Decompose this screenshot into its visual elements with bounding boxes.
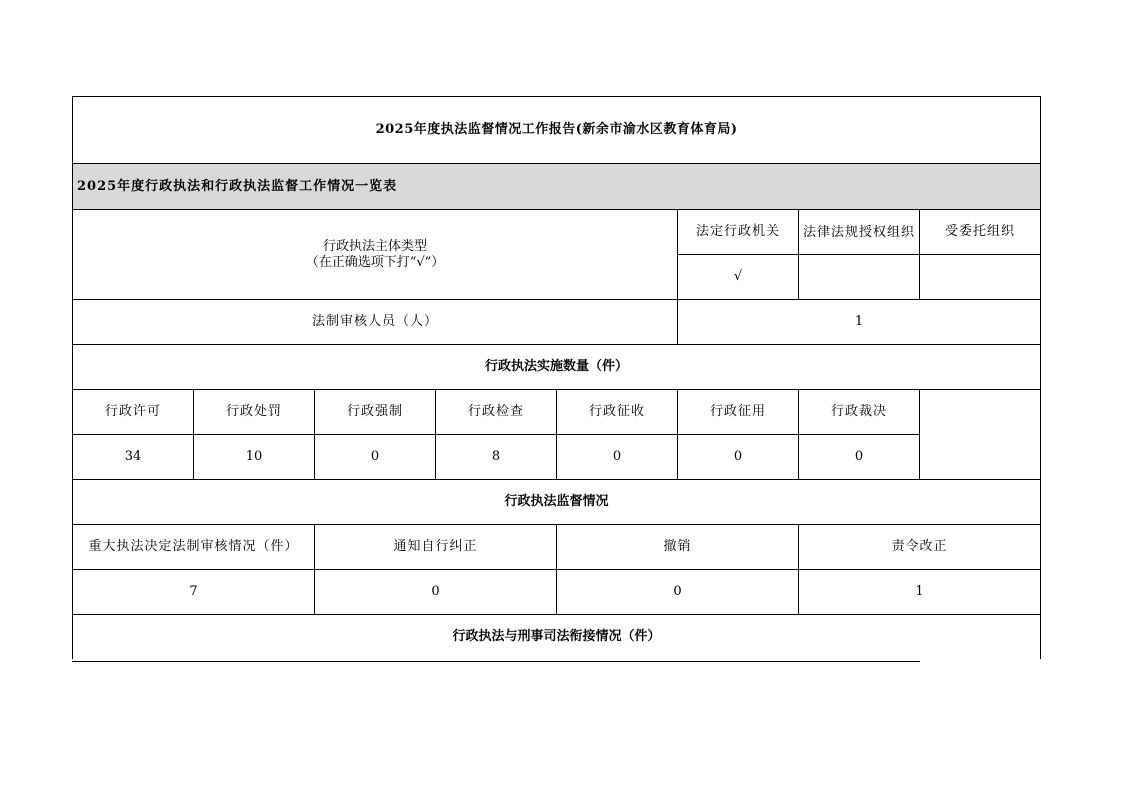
enforcement-value-license: 34 [73, 435, 194, 480]
enforcement-header-compulsion: 行政强制 [315, 390, 436, 435]
supervision-value-revocation: 0 [557, 570, 799, 615]
supervision-header-order-correction: 责令改正 [799, 525, 1041, 570]
option-header-statutory-agency: 法定行政机关 [678, 210, 799, 255]
supervision-value-major-review: 7 [73, 570, 315, 615]
legal-reviewers-value: 1 [678, 300, 1041, 345]
option-mark-entrusted-org [920, 255, 1041, 300]
enforcement-header-inspection: 行政检查 [436, 390, 557, 435]
enforcement-header-adjudication: 行政裁决 [799, 390, 920, 435]
subject-type-label-line2: （在正确选项下打“√”） [305, 254, 445, 270]
enforcement-value-adjudication: 0 [799, 435, 920, 480]
enforcement-value-levy: 0 [557, 435, 678, 480]
enforcement-header-levy: 行政征收 [557, 390, 678, 435]
enforcement-header-penalty: 行政处罚 [194, 390, 315, 435]
enforcement-value-penalty: 10 [194, 435, 315, 480]
enforcement-header-requisition: 行政征用 [678, 390, 799, 435]
enforcement-value-inspection: 8 [436, 435, 557, 480]
option-mark-statutory-agency: √ [678, 255, 799, 300]
report-table [72, 96, 1041, 659]
supervision-value-order-correction: 1 [799, 570, 1041, 615]
criminal-section-title: 行政执法与刑事司法衔接情况（件） [73, 615, 1041, 660]
table-subtitle: 2025年度行政执法和行政执法监督工作情况一览表 [73, 164, 1041, 210]
page-break-bottom-line [72, 661, 920, 662]
enforcement-value-compulsion: 0 [315, 435, 436, 480]
option-mark-authorized-org [799, 255, 920, 300]
supervision-section-title: 行政执法监督情况 [73, 480, 1041, 525]
supervision-header-revocation: 撤销 [557, 525, 799, 570]
enforcement-value-requisition: 0 [678, 435, 799, 480]
option-header-authorized-org: 法律法规授权组织 [799, 210, 920, 255]
supervision-header-self-correction: 通知自行纠正 [315, 525, 557, 570]
supervision-value-self-correction: 0 [315, 570, 557, 615]
report-title: 2025年度执法监督情况工作报告(新余市渝水区教育体育局) [73, 97, 1041, 164]
supervision-header-major-review: 重大执法决定法制审核情况（件） [73, 525, 315, 570]
enforcement-empty-cell [920, 390, 1041, 480]
legal-reviewers-label: 法制审核人员（人） [73, 300, 678, 345]
enforcement-header-license: 行政许可 [73, 390, 194, 435]
option-header-entrusted-org: 受委托组织 [920, 210, 1041, 255]
subject-type-label-line1: 行政执法主体类型 [322, 238, 427, 254]
subject-type-label [73, 210, 678, 300]
enforcement-section-title: 行政执法实施数量（件） [73, 345, 1041, 390]
